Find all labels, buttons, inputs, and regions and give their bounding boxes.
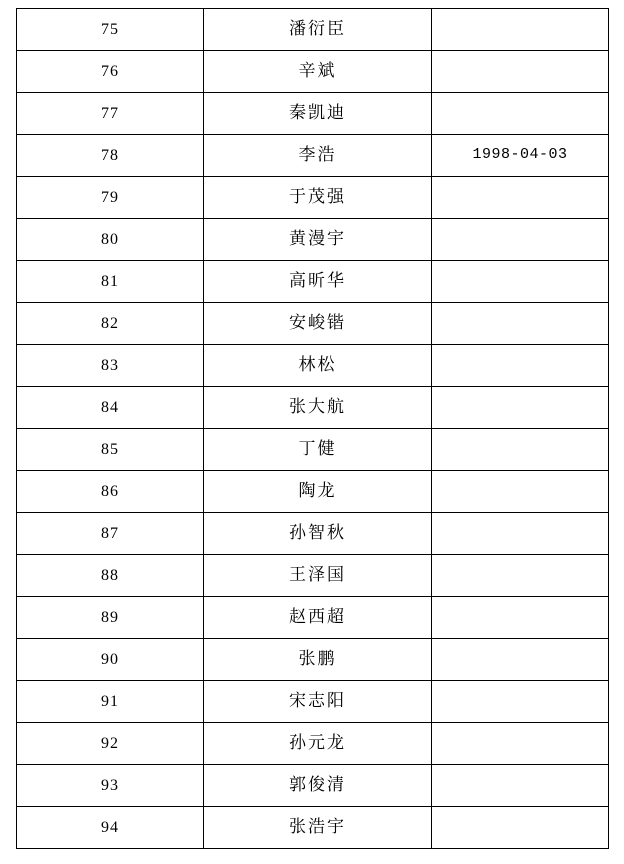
row-name-cell: 孙智秋 bbox=[204, 513, 432, 555]
row-name-cell: 张浩宇 bbox=[204, 807, 432, 849]
row-index-cell: 87 bbox=[17, 513, 204, 555]
table-row bbox=[17, 303, 609, 345]
row-date-cell bbox=[432, 387, 609, 429]
row-date-cell bbox=[432, 765, 609, 807]
row-name-cell: 王泽国 bbox=[204, 555, 432, 597]
row-date-cell bbox=[432, 93, 609, 135]
table-row bbox=[17, 177, 609, 219]
row-index-cell: 81 bbox=[17, 261, 204, 303]
row-name-cell: 丁健 bbox=[204, 429, 432, 471]
row-index-cell: 84 bbox=[17, 387, 204, 429]
table-row bbox=[17, 681, 609, 723]
row-date-cell: 1998-04-03 bbox=[432, 135, 609, 177]
table-row bbox=[17, 135, 609, 177]
row-name-cell: 高昕华 bbox=[204, 261, 432, 303]
row-name-cell: 张鹏 bbox=[204, 639, 432, 681]
row-name-cell: 张大航 bbox=[204, 387, 432, 429]
row-index-cell: 86 bbox=[17, 471, 204, 513]
row-index-cell: 76 bbox=[17, 51, 204, 93]
roster-table-body bbox=[17, 9, 609, 849]
row-date-cell bbox=[432, 303, 609, 345]
row-index-cell: 75 bbox=[17, 9, 204, 51]
table-row bbox=[17, 51, 609, 93]
row-index-cell: 90 bbox=[17, 639, 204, 681]
row-index-cell: 92 bbox=[17, 723, 204, 765]
table-row bbox=[17, 387, 609, 429]
table-row bbox=[17, 9, 609, 51]
table-row bbox=[17, 471, 609, 513]
row-name-cell: 辛斌 bbox=[204, 51, 432, 93]
row-index-cell: 82 bbox=[17, 303, 204, 345]
row-date-cell bbox=[432, 9, 609, 51]
table-row bbox=[17, 513, 609, 555]
table-row bbox=[17, 765, 609, 807]
table-row bbox=[17, 555, 609, 597]
row-date-cell bbox=[432, 429, 609, 471]
row-name-cell: 秦凯迪 bbox=[204, 93, 432, 135]
row-date-cell bbox=[432, 681, 609, 723]
row-name-cell: 于茂强 bbox=[204, 177, 432, 219]
table-row bbox=[17, 261, 609, 303]
row-date-cell bbox=[432, 219, 609, 261]
row-date-cell bbox=[432, 261, 609, 303]
row-date-cell bbox=[432, 807, 609, 849]
row-name-cell: 陶龙 bbox=[204, 471, 432, 513]
row-name-cell: 孙元龙 bbox=[204, 723, 432, 765]
row-index-cell: 89 bbox=[17, 597, 204, 639]
row-index-cell: 91 bbox=[17, 681, 204, 723]
row-date-cell bbox=[432, 639, 609, 681]
table-row bbox=[17, 639, 609, 681]
table-row bbox=[17, 723, 609, 765]
row-date-cell bbox=[432, 723, 609, 765]
row-name-cell: 宋志阳 bbox=[204, 681, 432, 723]
table-row bbox=[17, 597, 609, 639]
row-index-cell: 79 bbox=[17, 177, 204, 219]
row-name-cell: 赵西超 bbox=[204, 597, 432, 639]
table-row bbox=[17, 219, 609, 261]
row-index-cell: 94 bbox=[17, 807, 204, 849]
row-name-cell: 李浩 bbox=[204, 135, 432, 177]
row-name-cell: 林松 bbox=[204, 345, 432, 387]
row-index-cell: 85 bbox=[17, 429, 204, 471]
row-date-cell bbox=[432, 555, 609, 597]
row-name-cell: 黄漫宇 bbox=[204, 219, 432, 261]
row-date-cell bbox=[432, 51, 609, 93]
row-date-cell bbox=[432, 345, 609, 387]
table-row bbox=[17, 429, 609, 471]
roster-table bbox=[16, 8, 609, 849]
row-date-cell bbox=[432, 471, 609, 513]
row-date-cell bbox=[432, 513, 609, 555]
row-name-cell: 潘衍臣 bbox=[204, 9, 432, 51]
row-date-cell bbox=[432, 597, 609, 639]
row-index-cell: 78 bbox=[17, 135, 204, 177]
row-date-cell bbox=[432, 177, 609, 219]
row-index-cell: 93 bbox=[17, 765, 204, 807]
row-index-cell: 80 bbox=[17, 219, 204, 261]
table-row bbox=[17, 807, 609, 849]
row-index-cell: 83 bbox=[17, 345, 204, 387]
row-index-cell: 77 bbox=[17, 93, 204, 135]
table-row bbox=[17, 345, 609, 387]
row-name-cell: 郭俊清 bbox=[204, 765, 432, 807]
row-name-cell: 安峻锴 bbox=[204, 303, 432, 345]
table-row bbox=[17, 93, 609, 135]
row-index-cell: 88 bbox=[17, 555, 204, 597]
